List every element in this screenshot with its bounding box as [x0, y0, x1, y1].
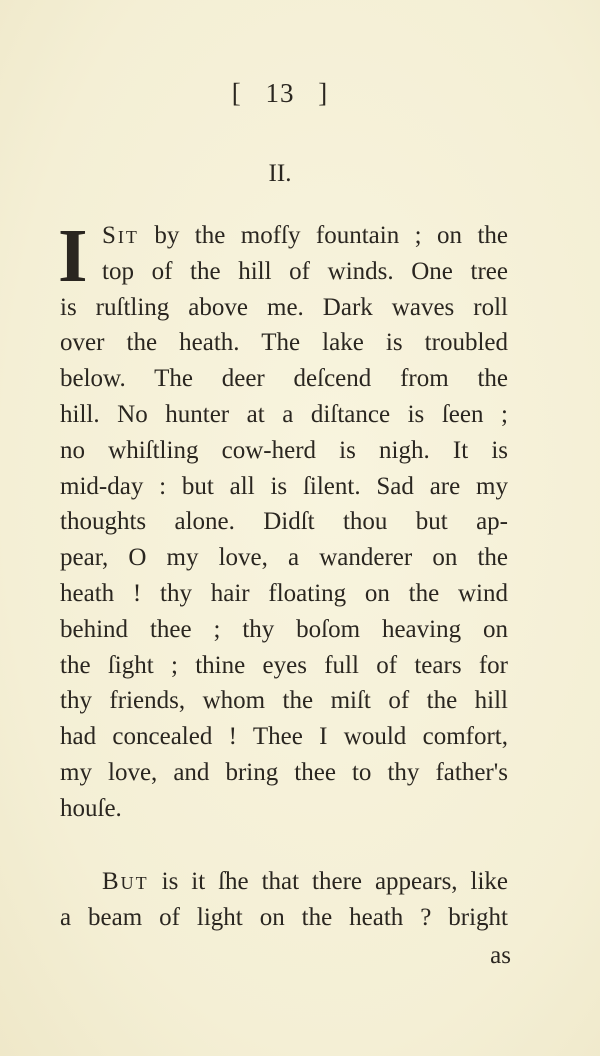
text-line: had concealed ! Thee I would comfort,: [60, 723, 508, 751]
text-line: a beam of light on the heath ? bright: [60, 903, 508, 931]
drop-cap: I: [58, 214, 88, 298]
text-line: over the heath. The lake is troubled: [60, 329, 508, 357]
text-line: behind thee ; thy boſom heaving on: [60, 615, 508, 643]
text-line: pear, O my love, a wanderer on the: [60, 544, 508, 572]
page-number: [ 13 ]: [231, 78, 329, 108]
text-line: top of the hill of winds. One tree: [102, 257, 508, 285]
text-line: mid-day : but all is ſilent. Sad are my: [60, 472, 508, 500]
text-line: is ruſtling above me. Dark waves roll: [60, 293, 508, 321]
text-line: the ſight ; thine eyes full of tears for: [60, 651, 508, 679]
section-numeral: II.: [268, 160, 292, 187]
text-line: houſe.: [60, 794, 122, 822]
catchword: as: [490, 942, 511, 969]
small-caps-word: Sit: [102, 222, 139, 249]
text-line: my love, and bring thee to thy father's: [60, 758, 508, 786]
text-line: But is it ſhe that there appears, like: [102, 868, 508, 895]
text-line: below. The deer deſcend from the: [60, 365, 508, 393]
paragraph-2: [60, 864, 508, 936]
text-line: Sit by the mofſy fountain ; on the: [102, 222, 508, 249]
text-line: thy friends, whom the miſt of the hill: [60, 687, 508, 715]
text-line: hill. No hunter at a diſtance is ſeen ;: [60, 400, 508, 428]
small-caps-word: But: [102, 868, 149, 895]
text-line: no whiſtling cow-herd is nigh. It is: [60, 436, 508, 464]
text-line: heath ! thy hair floating on the wind: [60, 579, 508, 607]
paragraph-1: [58, 214, 508, 827]
text-line: thoughts alone. Didſt thou but ap-: [60, 508, 508, 536]
